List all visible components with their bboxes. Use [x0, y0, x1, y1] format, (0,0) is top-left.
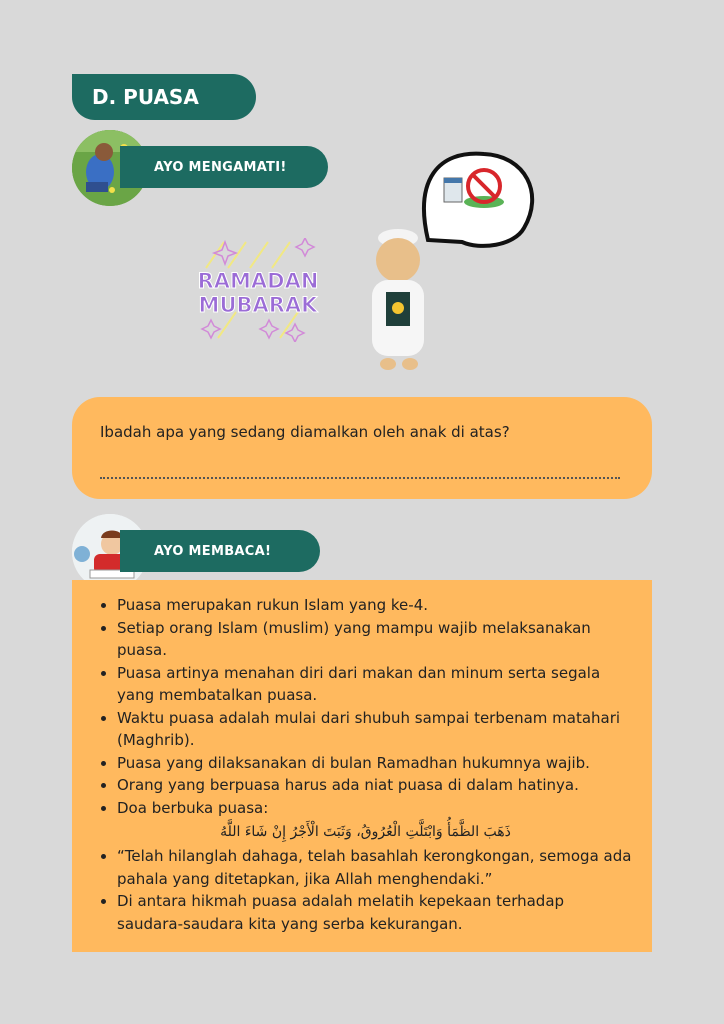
section-title [72, 74, 256, 120]
fasting-boy-illustration-icon [368, 150, 538, 382]
list-item: • Orang yang berpuasa harus ada niat puasa di dalam hatinya. [117, 774, 634, 797]
ramadan-word: RAMADAN [197, 269, 319, 293]
list-item: • Puasa merupakan rukun Islam yang ke-4. [117, 594, 634, 617]
list-item: • Puasa yang dilaksanakan di bulan Ramadhan hukumnya wajib. [117, 752, 634, 775]
question-box [72, 397, 652, 499]
reading-list [72, 580, 652, 935]
reading-content [72, 580, 652, 952]
ramadan-mubarak-sticker-icon [188, 238, 328, 342]
observe-label [120, 146, 328, 188]
section-title-text: D. PUASA [92, 85, 199, 109]
list-item [117, 797, 634, 846]
dua-intro: Doa berbuka puasa: [117, 798, 269, 817]
mubarak-word: MUBARAK [198, 293, 318, 317]
question-text: Ibadah apa yang sedang diamalkan oleh anak di atas? [100, 423, 510, 441]
list-item: • Di antara hikmah puasa adalah melatih kepekaan terhadap saudara-saudara kita yang serba kekurangan. [117, 890, 634, 935]
list-item: • Setiap orang Islam (muslim) yang mampu wajib melaksanakan puasa. [117, 617, 634, 662]
read-label-text: AYO MEMBACA! [154, 543, 272, 559]
dua-arabic: ذَهَبَ الظَّمَأُ وَابْتَلَّتِ الْعُرُوقُ، وَثَبَتَ الْأَجْرُ إِنْ شَاءَ اللَّهُ [220, 824, 511, 840]
list-item: • Waktu puasa adalah mulai dari shubuh sampai terbenam matahari (Maghrib). [117, 707, 634, 752]
answer-line[interactable] [100, 467, 620, 479]
observe-label-text: AYO MENGAMATI! [154, 159, 287, 175]
list-item: • “Telah hilanglah dahaga, telah basahlah kerongkongan, semoga ada pahala yang ditetapkan, jika Allah menghendaki.” [117, 845, 634, 890]
read-label [120, 530, 320, 572]
list-item: • Puasa artinya menahan diri dari makan dan minum serta segala yang membatalkan puasa. [117, 662, 634, 707]
